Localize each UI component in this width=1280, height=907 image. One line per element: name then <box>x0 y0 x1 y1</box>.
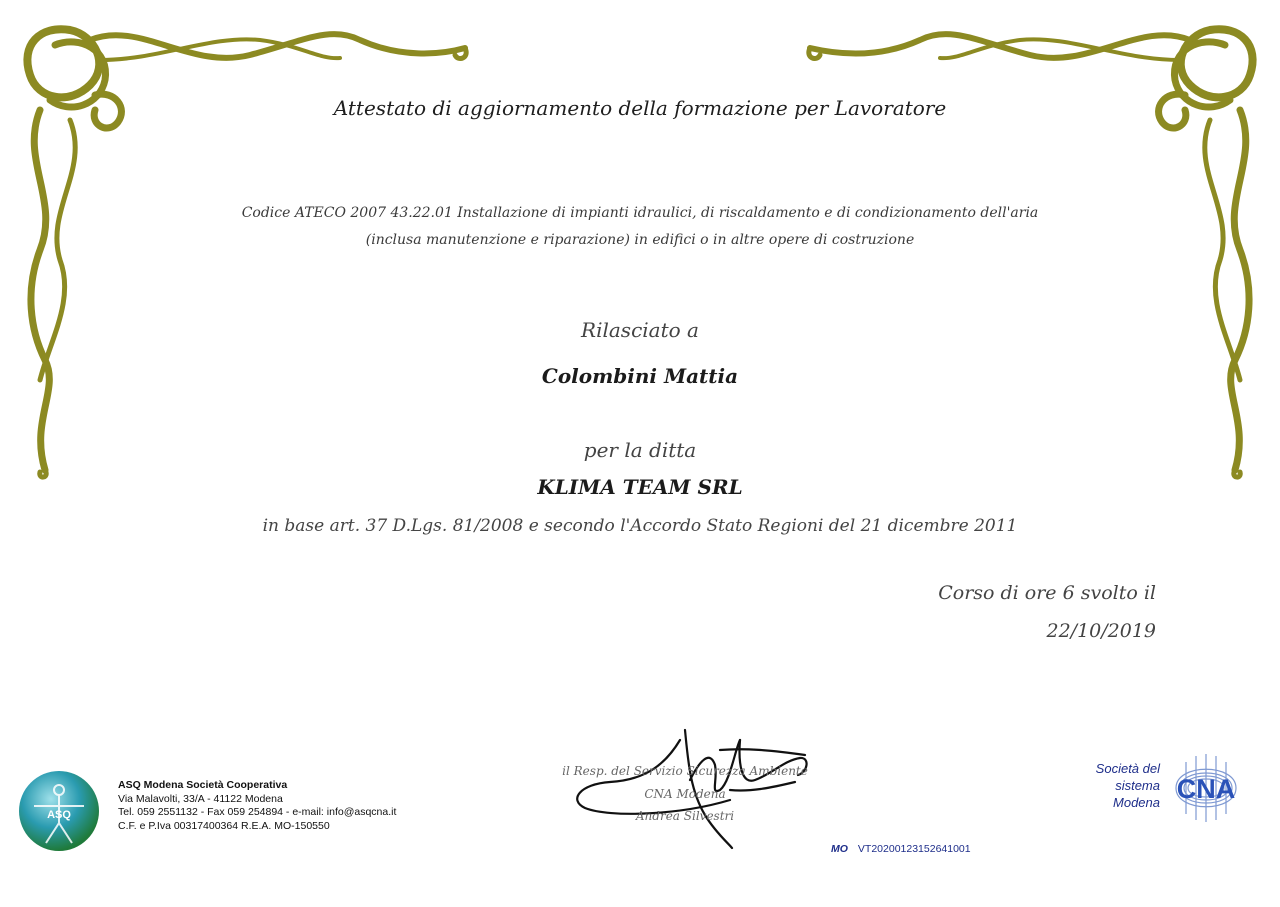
svg-text:ASQ: ASQ <box>47 809 71 821</box>
company-label: per la ditta <box>583 438 697 462</box>
issuer-address: Via Malavolti, 33/A - 41122 Modena <box>118 792 283 805</box>
recipient-name: Colombini Mattia <box>541 364 739 388</box>
issuer-name: ASQ Modena Società Cooperativa <box>118 779 288 791</box>
cna-caption-line3: Modena <box>1113 795 1160 810</box>
course-date: 22/10/2019 <box>1046 620 1156 642</box>
cna-logo <box>1166 748 1246 828</box>
signer-role: il Resp. del Servizio Sicurezza Ambiente <box>562 764 808 778</box>
issued-to-label: Rilasciato a <box>581 318 699 342</box>
document-code-value: VT20200123152641001 <box>857 843 971 855</box>
company-name: KLIMA TEAM SRL <box>537 475 743 499</box>
cna-caption-line1: Società del <box>1095 761 1160 776</box>
issuer-contacts: Tel. 059 2551132 - Fax 059 254894 - e-mail: info@asqcna.it <box>118 806 397 818</box>
issuer-details <box>118 779 396 833</box>
document-code-prefix: MO <box>831 843 848 855</box>
issuer-fiscal: C.F. e P.Iva 00317400364 R.E.A. MO-150550 <box>118 819 330 832</box>
signer-name: Andrea Silvestri <box>635 809 735 823</box>
ateco-description-line: (inclusa manutenzione e riparazione) in edifici o in altre opere di costruzione <box>365 232 915 248</box>
cna-caption <box>1060 760 1160 811</box>
ateco-code-line: Codice ATECO 2007 43.22.01 Installazione di impianti idraulici, di riscaldamento e di condizionamento dell'aria <box>241 205 1039 221</box>
cna-caption-line2: sistema <box>1115 778 1160 793</box>
svg-text:CNA: CNA <box>1176 774 1236 804</box>
document-code <box>831 843 971 855</box>
legal-basis: in base art. 37 D.Lgs. 81/2008 e secondo l'Accordo Stato Regioni del 21 dicembre 2011 <box>262 516 1018 536</box>
certificate-title: Attestato di aggiornamento della formazione per Lavoratore <box>333 96 947 120</box>
course-hours: Corso di ore 6 svolto il <box>938 582 1156 604</box>
signer-organization: CNA Modena <box>644 787 726 801</box>
asq-logo <box>16 768 102 854</box>
